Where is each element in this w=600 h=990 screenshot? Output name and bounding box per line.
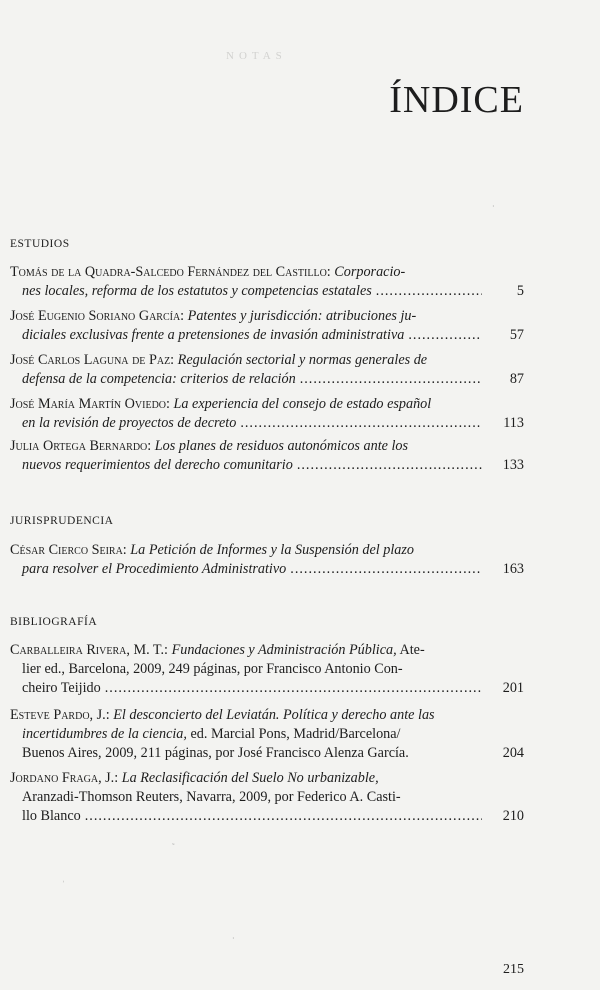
entry-page: 113 (503, 415, 524, 431)
toc-entry[interactable] (10, 641, 524, 698)
dot-leader (300, 370, 482, 389)
page-title: ÍNDICE (389, 79, 524, 121)
entry-title-cont: diciales exclusivas frente a pretensiones de invasión administrativa (22, 327, 405, 343)
entry-page: 5 (516, 283, 524, 299)
entry-text-cont: cheiro Teijido (22, 680, 101, 696)
toc-entry[interactable] (10, 395, 524, 433)
entry-title-cont: para resolver el Procedimiento Administrativo (22, 561, 287, 577)
entry-title: Patentes y jurisdicción: atribuciones ju- (187, 308, 417, 324)
toc-entry[interactable] (10, 437, 524, 475)
entry-title-cont: defensa de la competencia: criterios de relación (22, 371, 296, 387)
entry-author: Esteve Pardo, J.: (10, 707, 110, 723)
entry-page: 133 (502, 457, 524, 473)
entry-title: Regulación sectorial y normas generales de (177, 352, 428, 368)
entry-author: Julia Ortega Bernardo: (10, 438, 152, 454)
paper-speck: · (492, 202, 495, 211)
entry-title-cont: nes locales, reforma de los estatutos y competencias estatales (22, 283, 372, 299)
paper-speck: ˜ (172, 842, 175, 851)
page-number: 215 (503, 962, 524, 977)
entry-text-cont: Aranzadi-Thomson Reuters, Navarra, 2009, por Federico A. Casti- (22, 789, 401, 805)
section-label-jurisprudencia: JURISPRUDENCIA (10, 515, 114, 527)
entry-author: César Cierco Seira: (10, 542, 127, 558)
dot-leader (297, 456, 482, 475)
entry-title: Corporacio- (334, 264, 406, 280)
dot-leader (376, 282, 482, 301)
entry-page: 87 (509, 371, 524, 387)
entry-text-cont: lier ed., Barcelona, 2009, 249 páginas, por Francisco Antonio Con- (22, 661, 403, 677)
entry-title: La Petición de Informes y la Suspensión del plazo (130, 542, 415, 558)
dot-leader (240, 414, 482, 433)
entry-page: 201 (502, 680, 524, 696)
entry-author: José Eugenio Soriano García: (10, 308, 185, 324)
entry-text-cont: llo Blanco (22, 808, 81, 824)
entry-title: La experiencia del consejo de estado español (173, 396, 432, 412)
toc-entry[interactable] (10, 263, 524, 301)
entry-title-cont: en la revisión de proyectos de decreto (22, 415, 237, 431)
entry-text-cont: Buenos Aires, 2009, 211 páginas, por José Francisco Alenza García. (22, 745, 409, 761)
toc-entry[interactable] (10, 351, 524, 389)
entry-author: José María Martín Oviedo: (10, 396, 170, 412)
entry-title: Los planes de residuos autonómicos ante los (154, 438, 409, 454)
paper-speck: · (232, 934, 235, 943)
entry-author: José Carlos Laguna de Paz: (10, 352, 175, 368)
entry-page: 204 (502, 745, 524, 761)
dot-leader (290, 560, 482, 579)
dot-leader (105, 679, 482, 698)
toc-entry[interactable] (10, 541, 524, 579)
entry-title: La Reclasificación del Suelo No urbanizable, (121, 770, 379, 786)
entry-title-cont: nuevos requerimientos del derecho comunitario (22, 457, 293, 473)
toc-entry[interactable] (10, 706, 524, 763)
entry-text: Ate- (399, 642, 425, 658)
entry-title-cont: incertidumbres de la ciencia, (22, 726, 187, 742)
entry-page: 57 (509, 327, 524, 343)
entry-title: El desconcierto del Leviatán. Política y derecho ante las (113, 707, 435, 723)
entry-text: ed. Marcial Pons, Madrid/Barcelona/ (190, 726, 401, 742)
entry-author: Tomás de la Quadra-Salcedo Fernández del Castillo: (10, 264, 331, 280)
paper-speck: ˒ (62, 876, 65, 885)
toc-entry[interactable] (10, 769, 524, 826)
dot-leader (408, 326, 482, 345)
toc-entry[interactable] (10, 307, 524, 345)
entry-page: 163 (502, 561, 524, 577)
entry-title: Fundaciones y Administración Pública, (171, 642, 397, 658)
section-label-bibliografia: BIBLIOGRAFÍA (10, 616, 98, 628)
entry-author: Jordano Fraga, J.: (10, 770, 119, 786)
entry-author: Carballeira Rivera, M. T.: (10, 642, 169, 658)
section-label-estudios: ESTUDIOS (10, 238, 70, 250)
dot-leader (85, 807, 482, 826)
faded-header-text: NOTAS (226, 50, 287, 62)
entry-page: 210 (502, 808, 524, 824)
